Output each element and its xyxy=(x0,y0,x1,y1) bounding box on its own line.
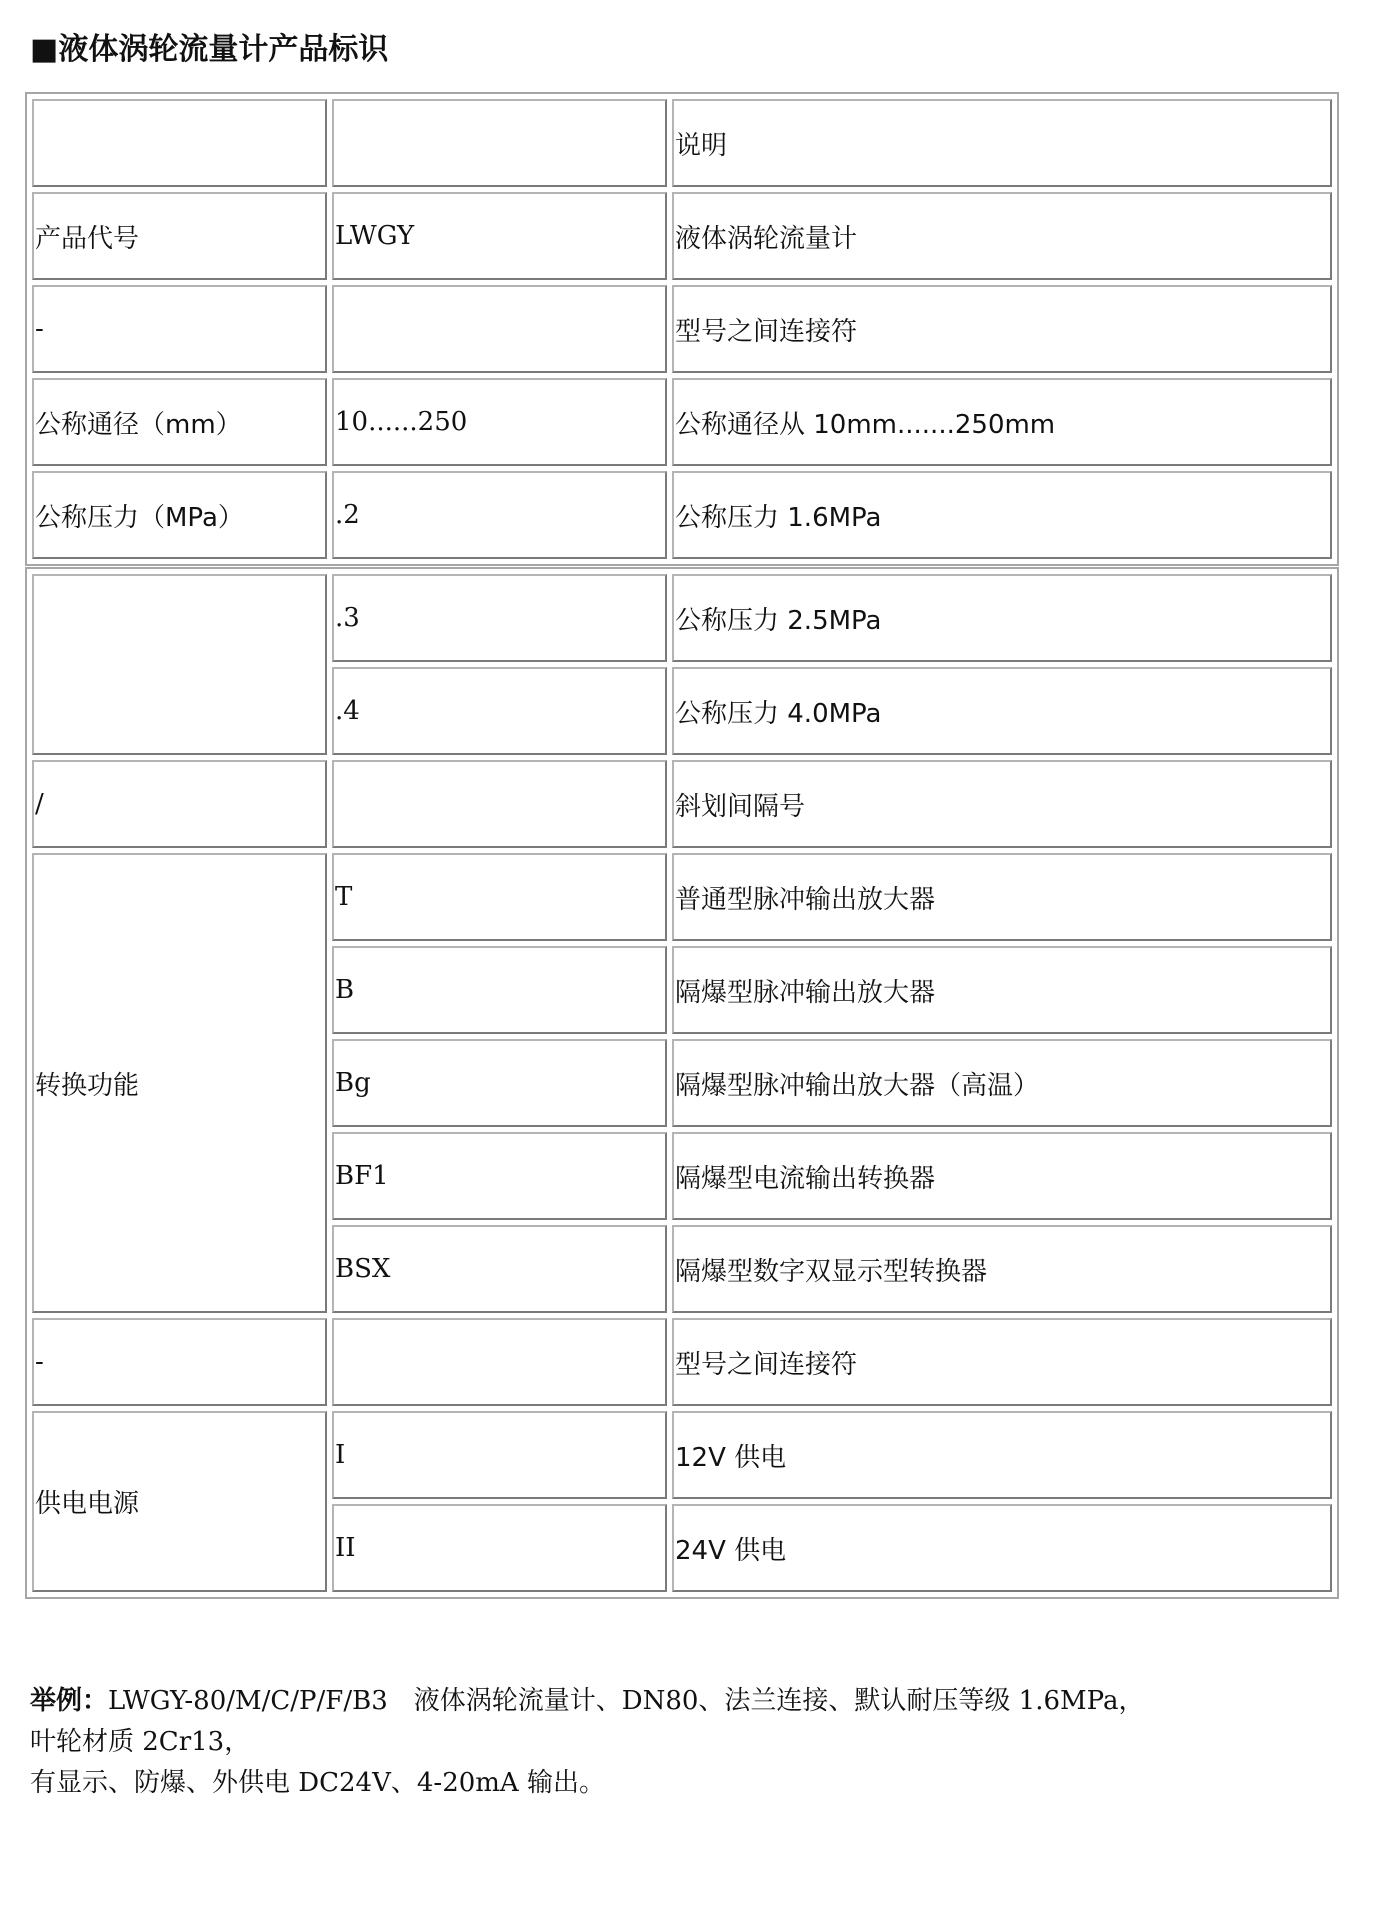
row-label-power-supply: 供电电源 xyxy=(32,1411,327,1592)
pressure-code-description: 公称压力 1.6MPa xyxy=(672,471,1332,559)
conversion-description: 隔爆型脉冲输出放大器 xyxy=(672,946,1332,1034)
row-label-nominal-diameter: 公称通径（mm） xyxy=(32,378,327,466)
pressure-code-value: .3 xyxy=(332,574,667,662)
example-line-2: 叶轮材质 2Cr13， xyxy=(30,1727,251,1757)
example-line-3: 有显示、防爆、外供电 DC24V、4-20mA 输出。 xyxy=(30,1768,605,1798)
table-row xyxy=(32,760,1332,848)
conversion-description: 隔爆型数字双显示型转换器 xyxy=(672,1225,1332,1313)
table-row xyxy=(32,471,1332,559)
nominal-diameter-value: 10......250 xyxy=(332,378,667,466)
conversion-code: B xyxy=(332,946,667,1034)
product-code-value: LWGY xyxy=(332,192,667,280)
pressure-code-description: 公称压力 2.5MPa xyxy=(672,574,1332,662)
nominal-diameter-description: 公称通径从 10mm.......250mm xyxy=(672,378,1332,466)
table-row xyxy=(32,1318,1332,1406)
table-row xyxy=(32,1411,1332,1499)
conversion-code: T xyxy=(332,853,667,941)
conversion-description: 隔爆型脉冲输出放大器（高温） xyxy=(672,1039,1332,1127)
example-model-text: LWGY-80/M/C/P/F/B3 液体涡轮流量计、DN80、法兰连接、默认耐压等级 1.6MPa， xyxy=(108,1686,1145,1716)
product-code-description: 液体涡轮流量计 xyxy=(672,192,1332,280)
slash-symbol: / xyxy=(32,760,327,848)
pressure-code-value: .4 xyxy=(332,667,667,755)
pressure-group-label xyxy=(32,574,327,755)
connector-symbol: - xyxy=(32,285,327,373)
example-label: 举例： xyxy=(30,1686,109,1716)
row-label-nominal-pressure: 公称压力（MPa） xyxy=(32,471,327,559)
table-row xyxy=(32,378,1332,466)
conversion-code: BSX xyxy=(332,1225,667,1313)
spec-table-bottom xyxy=(25,567,1339,1599)
table-row xyxy=(32,99,1332,187)
header-cell-description: 说明 xyxy=(672,99,1332,187)
spec-table-top xyxy=(25,92,1339,566)
table-row xyxy=(32,192,1332,280)
connector-value xyxy=(332,285,667,373)
table-row xyxy=(32,574,1332,662)
power-code: I xyxy=(332,1411,667,1499)
connector-description: 型号之间连接符 xyxy=(672,1318,1332,1406)
conversion-code: Bg xyxy=(332,1039,667,1127)
connector-symbol: - xyxy=(32,1318,327,1406)
pressure-code-description: 公称压力 4.0MPa xyxy=(672,667,1332,755)
slash-value xyxy=(332,760,667,848)
header-cell-blank-1 xyxy=(32,99,327,187)
table-row xyxy=(32,853,1332,941)
table-row xyxy=(32,285,1332,373)
conversion-description: 普通型脉冲输出放大器 xyxy=(672,853,1332,941)
power-description: 12V 供电 xyxy=(672,1411,1332,1499)
row-label-conversion-function: 转换功能 xyxy=(32,853,327,1313)
slash-description: 斜划间隔号 xyxy=(672,760,1332,848)
power-code: II xyxy=(332,1504,667,1592)
example-block xyxy=(30,1681,1144,1804)
conversion-description: 隔爆型电流输出转换器 xyxy=(672,1132,1332,1220)
connector-description: 型号之间连接符 xyxy=(672,285,1332,373)
pressure-code-value: .2 xyxy=(332,471,667,559)
power-description: 24V 供电 xyxy=(672,1504,1332,1592)
row-label-product-code: 产品代号 xyxy=(32,192,327,280)
conversion-code: BF1 xyxy=(332,1132,667,1220)
example-line-1 xyxy=(30,1681,1144,1722)
page-heading: ■液体涡轮流量计产品标识 xyxy=(30,32,389,67)
connector-value xyxy=(332,1318,667,1406)
header-cell-blank-2 xyxy=(332,99,667,187)
